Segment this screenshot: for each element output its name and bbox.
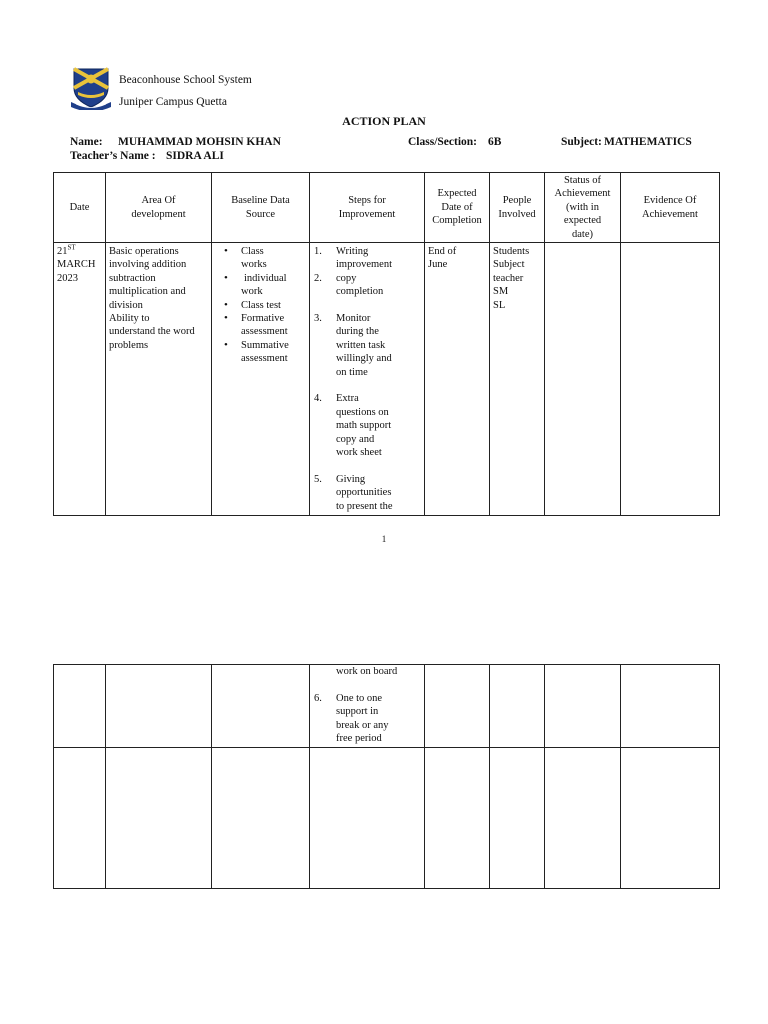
school-name: Beaconhouse School System (119, 74, 252, 86)
table-row (54, 748, 720, 889)
cell-people: Students Subject teacher SM SL (490, 243, 545, 516)
campus-name: Juniper Campus Quetta (119, 96, 227, 108)
list-item: • Summative assessment (241, 339, 306, 366)
action-plan-table (53, 172, 720, 516)
cell-steps-continued (310, 665, 425, 748)
header-area: Area Of development (106, 173, 212, 243)
steps-list (313, 245, 421, 513)
cell-area: Basic operations involving addition subtraction multiplication and division Ability to understand the word problems (106, 243, 212, 516)
header-baseline: Baseline Data Source (212, 173, 310, 243)
cell-baseline (212, 243, 310, 516)
student-name: MUHAMMAD MOHSIN KHAN (118, 136, 281, 148)
header-date: Date (54, 173, 106, 243)
school-info (119, 69, 252, 113)
list-item: • Formative assessment (241, 312, 306, 339)
page-title: ACTION PLAN (342, 114, 426, 128)
list-item: • Class test (241, 299, 306, 312)
steps-list (313, 665, 421, 745)
header-expected: Expected Date of Completion (425, 173, 490, 243)
header-status: Status of Achievement (with in expected date) (545, 173, 621, 243)
header-evidence: Evidence Of Achievement (621, 173, 720, 243)
cell-steps (310, 243, 425, 516)
list-item: 3. Monitor during the written task willingly and on time (314, 313, 392, 378)
page-number: 1 (381, 534, 387, 544)
header-people: People Involved (490, 173, 545, 243)
list-item: 5. Giving opportunities to present the (314, 473, 393, 512)
class-label: Class/Section: (408, 136, 477, 148)
list-item: 2. copy completion (314, 272, 384, 298)
class-value: 6B (488, 136, 502, 148)
cell-date: 21ST MARCH 2023 (54, 243, 106, 516)
header-steps: Steps for Improvement (310, 173, 425, 243)
list-item: work on board (336, 666, 398, 677)
list-item: 1. Writing improvement (314, 246, 392, 271)
name-label: Name: (70, 136, 103, 148)
baseline-list (215, 245, 306, 366)
teacher-value: SIDRA ALI (166, 150, 224, 162)
list-item: • individual work (241, 272, 306, 299)
cell-status (545, 243, 621, 516)
cell-evidence (621, 243, 720, 516)
list-item: 4. Extra questions on math support copy and work sheet (314, 393, 392, 459)
list-item: • Class works (241, 245, 306, 272)
teacher-label: Teacher’s Name : (70, 150, 156, 162)
school-crest-logo (70, 66, 112, 110)
cell-expected-date: End of June (425, 243, 490, 516)
table-header-row (54, 173, 720, 243)
table-row (54, 243, 720, 516)
subject-value: MATHEMATICS (604, 136, 692, 148)
subject-label: Subject: (561, 136, 602, 148)
table-row (54, 665, 720, 748)
list-item: 6. One to one support in break or any free period (314, 692, 389, 745)
action-plan-table-continued (53, 664, 720, 889)
